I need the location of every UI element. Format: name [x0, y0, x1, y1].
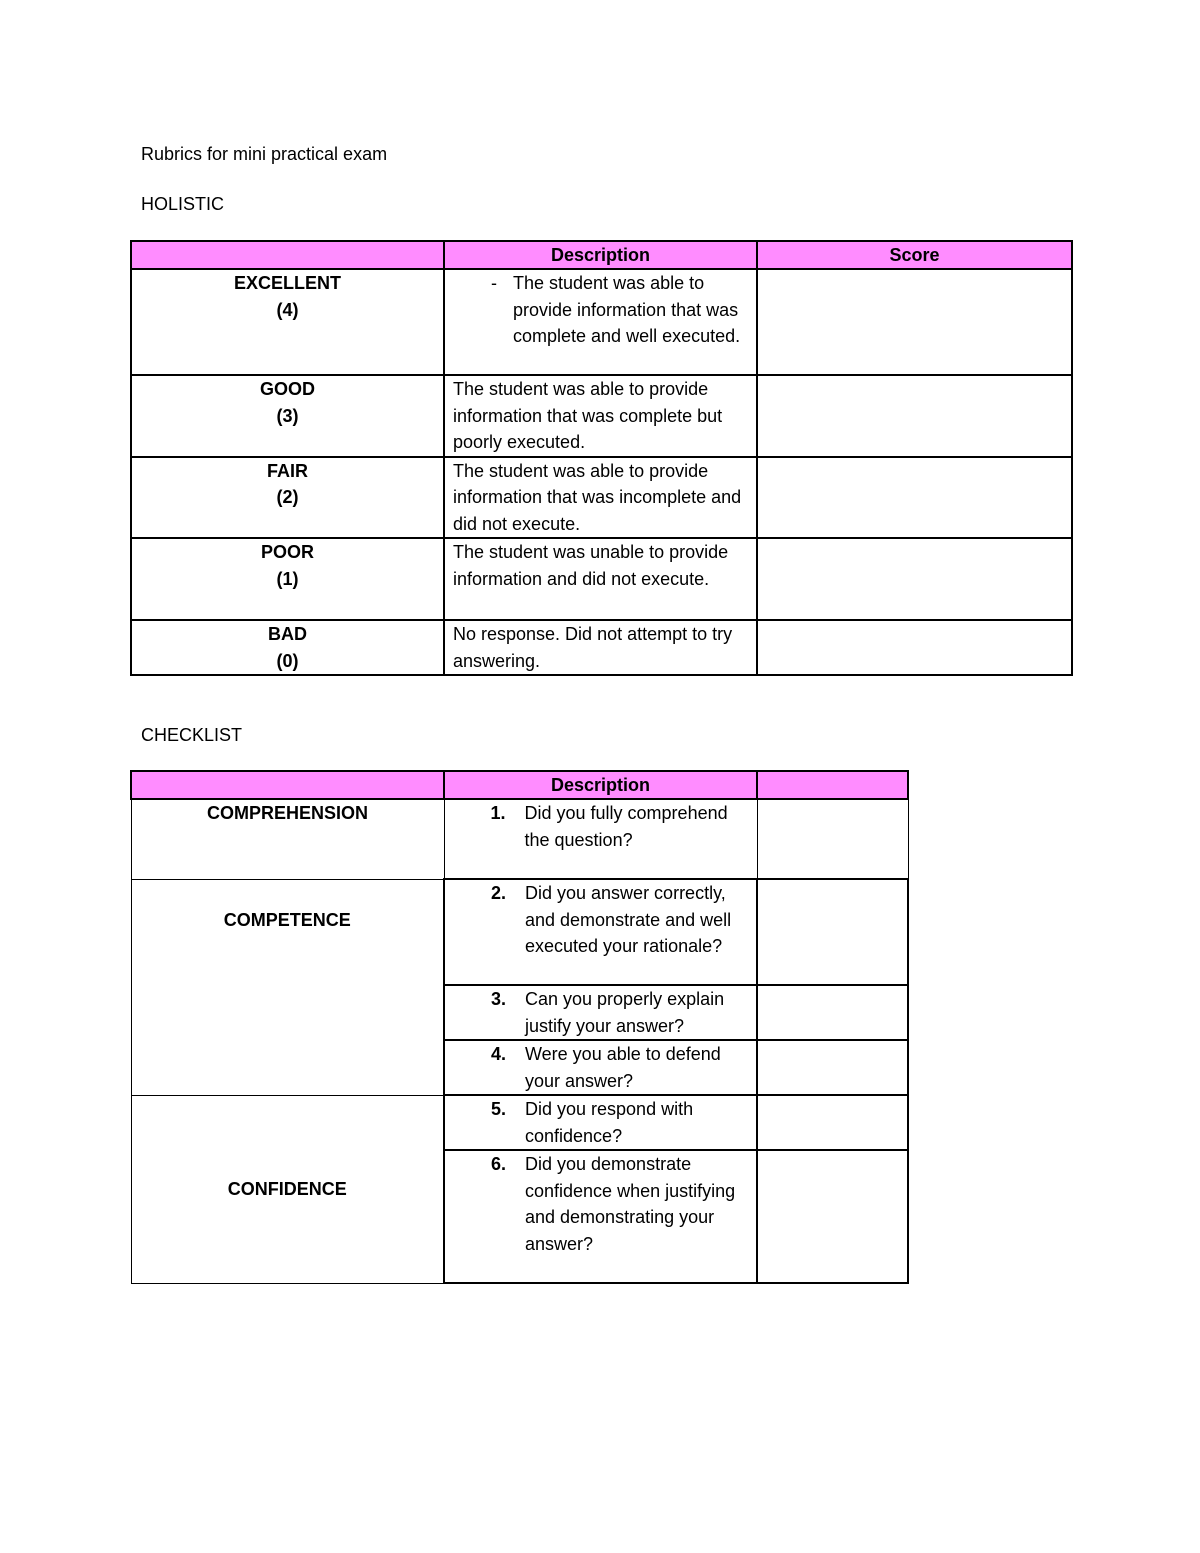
level-cell — [131, 269, 444, 375]
item-number: 2. — [491, 883, 507, 903]
checklist-section-label: CHECKLIST — [141, 725, 243, 745]
checklist-item — [444, 799, 757, 879]
level-points: (0) — [276, 650, 299, 671]
item-number: 3. — [491, 989, 507, 1009]
level-points: (1) — [276, 568, 299, 589]
checklist-header-row — [131, 771, 908, 799]
document-title: Rubrics for mini practical exam — [141, 144, 388, 164]
item-text: Can you properly explain justify your answer? — [525, 989, 725, 1036]
level-cell — [131, 457, 444, 539]
item-number: 4. — [491, 1044, 507, 1064]
holistic-row-good — [131, 375, 1072, 457]
holistic-header-level — [131, 241, 444, 269]
check-cell[interactable] — [757, 1040, 908, 1095]
level-name: FAIR — [266, 460, 308, 481]
check-cell[interactable] — [757, 879, 908, 985]
holistic-header-row — [131, 241, 1072, 269]
check-cell[interactable] — [757, 1095, 908, 1150]
level-name: GOOD — [259, 379, 315, 399]
level-cell — [131, 538, 444, 620]
checklist-item — [444, 1095, 757, 1150]
item-number: 5. — [491, 1099, 507, 1119]
score-cell[interactable] — [757, 375, 1072, 457]
description-cell: The student was able to provide information that was incomplete and did not execute. — [444, 457, 757, 539]
dash-bullet: - — [491, 273, 497, 293]
level-points: (2) — [276, 487, 299, 507]
score-cell[interactable] — [757, 269, 1072, 375]
checklist-row — [131, 799, 908, 879]
checklist-table — [130, 770, 909, 1284]
description-cell — [444, 269, 757, 375]
description-text: The student was able to provide information that was complete and well executed. — [513, 273, 741, 346]
checklist-item — [444, 1150, 757, 1283]
level-cell — [131, 375, 444, 457]
description-cell: No response. Did not attempt to try answering. — [444, 620, 757, 675]
holistic-rubric-table — [130, 240, 1073, 676]
level-points: (3) — [276, 405, 299, 426]
score-cell[interactable] — [757, 457, 1072, 539]
checklist-header-check — [757, 771, 908, 799]
level-name: BAD — [268, 624, 307, 644]
level-name: EXCELLENT — [233, 273, 341, 293]
holistic-section-label: HOLISTIC — [141, 194, 225, 214]
checklist-header-description: Description — [444, 771, 757, 799]
item-number: 1. — [490, 803, 506, 823]
item-text: Did you answer correctly, and demonstrate and well executed your rationale? — [525, 883, 732, 956]
holistic-row-poor — [131, 538, 1072, 620]
checklist-item — [444, 985, 757, 1040]
item-number: 6. — [491, 1154, 507, 1174]
level-points: (4) — [276, 299, 299, 320]
checklist-item — [444, 879, 757, 985]
description-cell: The student was unable to provide information and did not execute. — [444, 538, 757, 620]
check-cell[interactable] — [757, 799, 908, 879]
category-confidence — [131, 1095, 444, 1283]
holistic-header-description: Description — [444, 241, 757, 269]
checklist-item — [444, 1040, 757, 1095]
level-cell — [131, 620, 444, 675]
category-name: CONFIDENCE — [227, 1178, 347, 1199]
category-name: COMPETENCE — [223, 909, 351, 930]
description-cell: The student was able to provide information that was complete but poorly executed. — [444, 375, 757, 457]
category-competence — [131, 879, 444, 1095]
holistic-row-fair — [131, 457, 1072, 539]
checklist-row — [131, 879, 908, 985]
check-cell[interactable] — [757, 985, 908, 1040]
checklist-header-category — [131, 771, 444, 799]
category-comprehension: COMPREHENSION — [131, 799, 444, 879]
check-cell[interactable] — [757, 1150, 908, 1283]
item-text: Were you able to defend your answer? — [525, 1044, 721, 1091]
holistic-header-score: Score — [757, 241, 1072, 269]
item-text: Did you fully comprehend the question? — [524, 803, 728, 850]
score-cell[interactable] — [757, 538, 1072, 620]
item-text: Did you demonstrate confidence when justifying and demonstrating your answer? — [525, 1154, 736, 1254]
item-text: Did you respond with confidence? — [525, 1099, 694, 1146]
checklist-row — [131, 1095, 908, 1150]
holistic-row-bad — [131, 620, 1072, 675]
level-name: POOR — [260, 542, 314, 562]
score-cell[interactable] — [757, 620, 1072, 675]
holistic-row-excellent — [131, 269, 1072, 375]
